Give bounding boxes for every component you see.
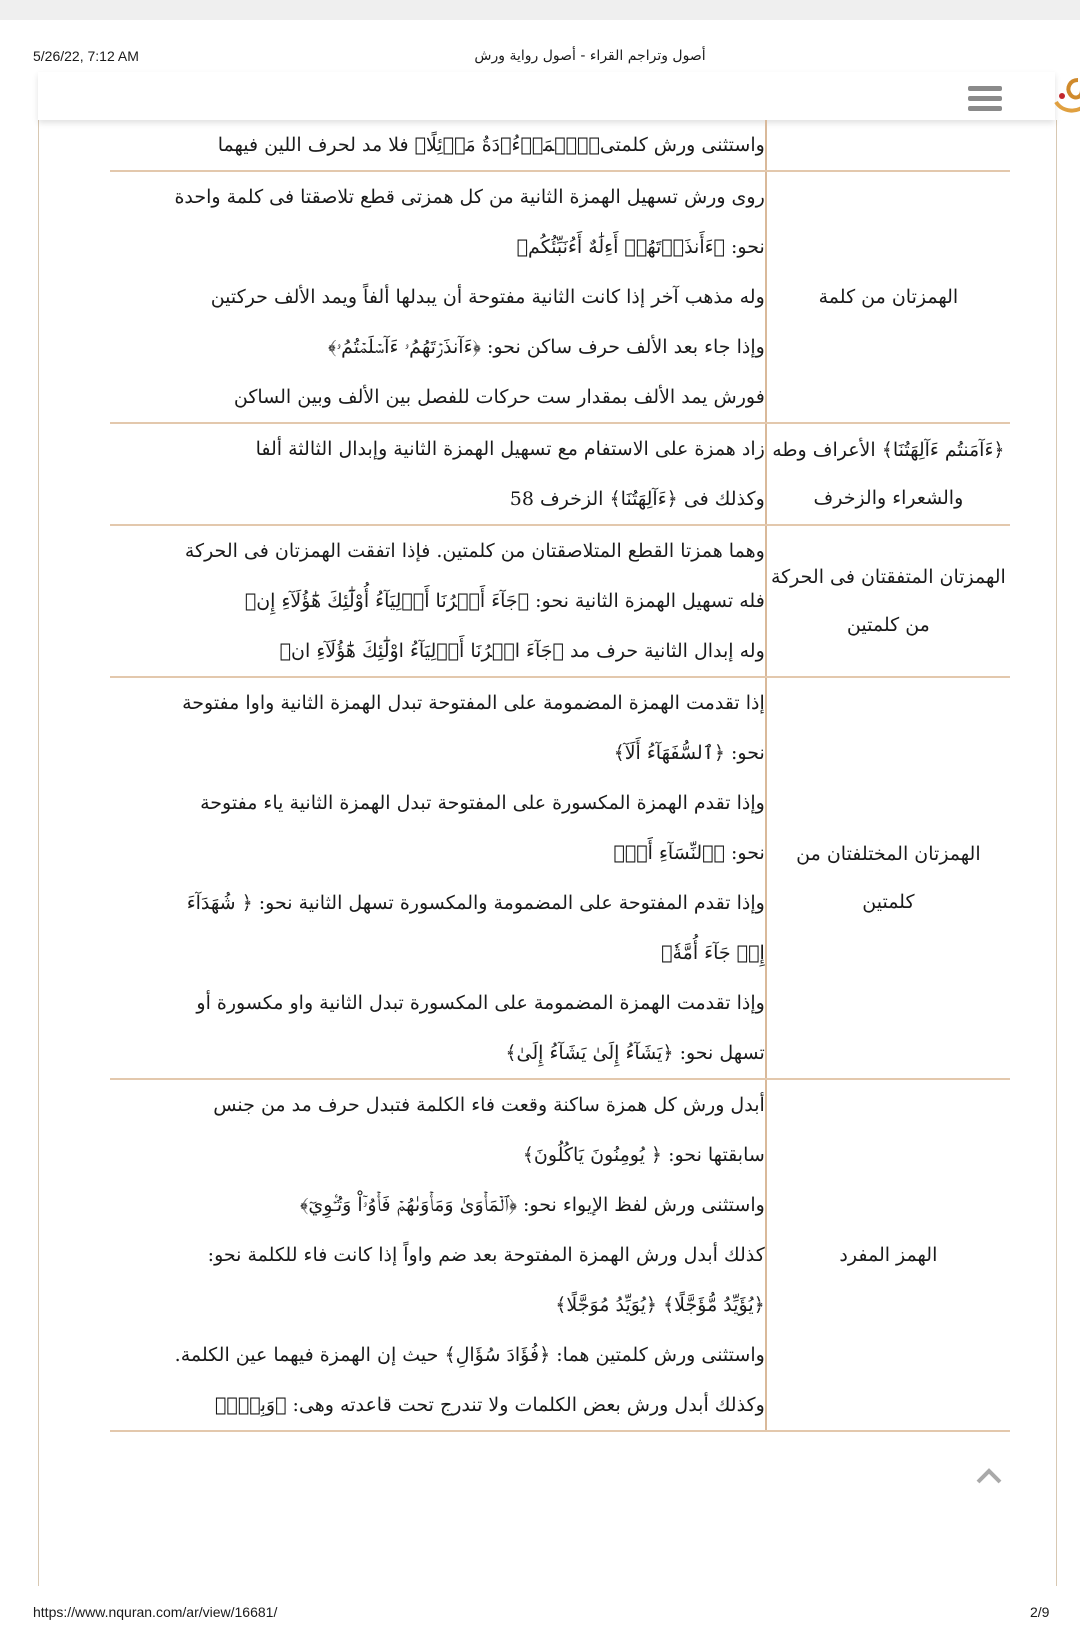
table-row (110, 120, 1010, 171)
footer-url: https://www.nquran.com/ar/view/16681/ (33, 1604, 278, 1620)
content-line: تسهل نحو: ﴿يَشَآءُ إِلَىٰ يَشَآءُ إِلَىٰ﴾ (505, 1042, 765, 1064)
content-line: واستثنى ورش كلمتين هما: ﴿فُؤَادَ سُؤَالِ﴾ حيث إن الهمزة فيهما عين الكلمة. (174, 1344, 765, 1366)
footer-page-number: 2/9 (1030, 1604, 1050, 1620)
content-line: ﴿يُؤَيِّدُ مُّؤَجَّلًا﴾ ﴿يُوَيِّدُ مُوَجَّلًا﴾ (555, 1294, 765, 1316)
row-content (110, 423, 766, 525)
nquran-logo-icon[interactable] (1048, 74, 1080, 118)
content-line: وله مذهب آخر إذا كانت الثانية مفتوحة أن يبدلها ألفاً ويمد الألف حركتين (210, 286, 765, 308)
content-line: وإذا تقدم الهمزة المكسورة على المفتوحة تبدل الهمزة الثانية ياء مفتوحة (200, 792, 765, 814)
content-line: وكذلك أبدل ورش بعض الكلمات ولا تندرج تحت قاعدته وهى: ﴿وَبِئۡرٖ (215, 1394, 765, 1416)
content-line: وهما همزتا القطع المتلاصقتان من كلمتين. فإذا اتفقت الهمزتان فى الحركة (184, 540, 765, 562)
content-line: أبدل ورش كل همزة ساكنة وقعت فاء الكلمة فتبدل حرف مد من جنس (213, 1094, 765, 1116)
table-row (110, 171, 1010, 423)
table-row (110, 1079, 1010, 1431)
row-content (110, 525, 766, 677)
row-label: الهمزتان من كلمة (766, 171, 1010, 423)
rules-table-wrapper (110, 120, 1010, 1590)
print-datetime: 5/26/22, 7:12 AM (33, 48, 139, 64)
row-content (110, 171, 766, 423)
content-line: نحو: ﴿ٱلسُّفَهَآءُ أَلَآ﴾ (613, 742, 765, 764)
content-line: فله تسهيل الهمزة الثانية نحو: ﴿جَآءَ أَمۡرُنَا أَوۡلِيَآءُ أُوْلَٰٓئِكَ هَٰٓؤُلَآءِ إِن﴾ (244, 590, 765, 612)
row-content (110, 1079, 766, 1431)
scroll-to-top-icon[interactable] (972, 1464, 1006, 1488)
content-line: زاد همزة على الاستفام مع تسهيل الهمزة الثانية وإبدال الثالثة ألفا (255, 438, 765, 460)
content-line: نحو: ﴿ءَأَنذَرۡتَهُمۡ أَءِلَٰهٌ أَءُنَبِّئُكُم﴾ (516, 236, 765, 258)
content-line: واستثنى ورش كلمتى﴿ٱلۡمَوۡءُۥدَةُ مَوۡئِلًا﴾ فلا مد لحرف اللين فيهما (217, 134, 765, 156)
row-label: ﴿ءَآمَنتُم ءَآلِهَتُنَا﴾ الأعراف وطه والشعراء والزخرف (766, 423, 1010, 525)
table-row (110, 423, 1010, 525)
row-label: الهمز المفرد (766, 1079, 1010, 1431)
row-label: الهمزتان المختلفتان من كلمتين (766, 677, 1010, 1079)
row-content (110, 120, 766, 171)
content-line: كذلك أبدل ورش الهمزة المفتوحة بعد ضم واواً إذا كانت فاء للكلمة نحو: (207, 1244, 765, 1266)
browser-top-strip (0, 0, 1080, 20)
content-line: سابقتها نحو: ﴿ يُومِنُونَ يَاكُلُونَ﴾ (522, 1144, 765, 1166)
print-page-title: أصول وتراجم القراء - أصول رواية ورش (474, 48, 706, 64)
content-line: فورش يمد الألف بمقدار ست حركات للفصل بين الألف وبين الساكن (233, 386, 765, 408)
site-header (38, 72, 1055, 120)
row-label: الهمزتان المتفقتان فى الحركة من كلمتين (766, 525, 1010, 677)
table-row (110, 677, 1010, 1079)
content-line: روى ورش تسهيل الهمزة الثانية من كل همزتى قطع تلاصقتا فى كلمة واحدة (174, 186, 765, 208)
content-line: واستثنى ورش لفظ الإيواء نحو: ﴿ٱلۡمَأۡوَىٰ وَمَأۡوَىٰهُمۡ فَأۡوُۥٓاْ وَتُـٔۡوِيٓ﴾ (299, 1194, 765, 1216)
content-line: إذا تقدمت الهمزة المضمومة على المفتوحة تبدل الهمزة الثانية واوا مفتوحة (182, 692, 765, 714)
content-line: وكذلك فى ﴿ءَآلِهَتُنَا﴾ الزخرف 58 (509, 488, 765, 510)
table-row (110, 525, 1010, 677)
rules-table (110, 120, 1010, 1432)
content-line: وإذا تقدمت الهمزة المضمومة على المكسورة تبدل الثانية واو مكسورة أو (196, 992, 765, 1014)
row-label (766, 120, 1010, 171)
content-line: وإذا جاء بعد الألف حرف ساكن نحو: ﴿ءَآنذَرۡتَهُمُۥ ءَآسۡلَمۡتُمُۥ﴾ (328, 336, 765, 358)
row-content (110, 677, 766, 1079)
content-line: وله إبدال الثانية حرف مد ﴿جَآءَ امۡرُنَا أَوۡلِيَآءُ اوْلَٰٓئِكَ هَٰٓؤُلَآءِ ان﴾ (279, 640, 765, 662)
content-line: نحو: ﴿ٱلنِّسَآءِ أَوۡ﴾ (613, 842, 765, 864)
hamburger-menu-icon[interactable] (968, 86, 1002, 112)
content-line: وإذا تقدم المفتوحة على المضمومة والمكسورة تسهل الثانية نحو: ﴿ شُهَدَآءَ (186, 892, 765, 914)
content-line: إِذۡ جَآءَ أُمَّةٗ﴾ (661, 942, 765, 964)
